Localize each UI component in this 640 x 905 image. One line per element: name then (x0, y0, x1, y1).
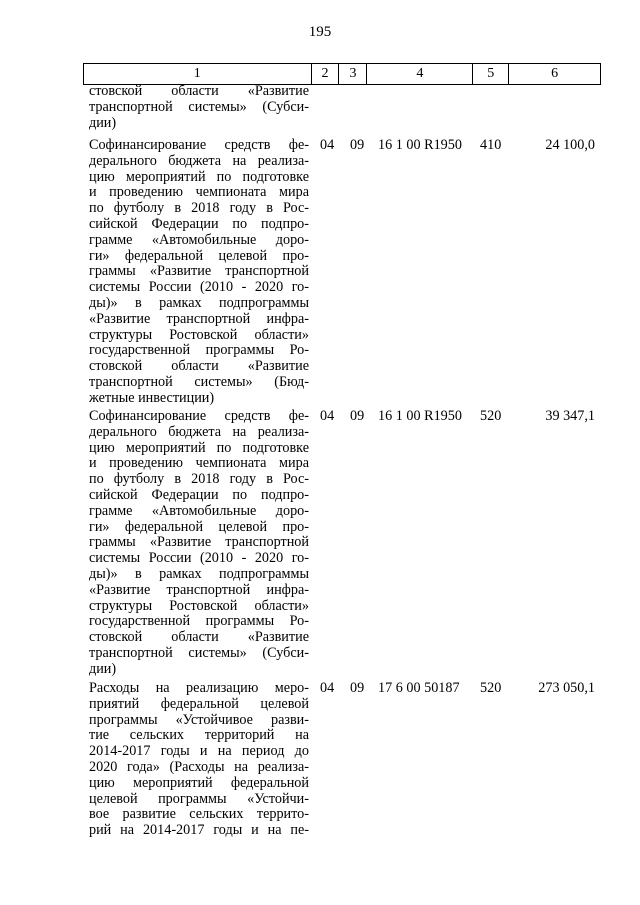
desc-line: транспортной системы» (Субси- (89, 98, 309, 115)
desc-line: государственной программы Ро- (89, 342, 309, 359)
desc-line: по футболу в 2018 году в Рос- (89, 200, 309, 217)
desc-line: и проведению чемпионата мира (89, 184, 309, 201)
desc-line: структуры Ростовской области» (89, 326, 309, 343)
desc-line: вое развитие сельских террито- (89, 806, 309, 823)
desc-line: грамме «Автомобильные доро- (89, 502, 309, 519)
header-col-4: 4 (367, 64, 473, 85)
row-description (89, 681, 309, 839)
desc-line: граммы «Развитие транспортной (89, 534, 309, 551)
row-description (89, 138, 309, 407)
desc-line: жетные инвестиции) (89, 389, 215, 406)
desc-line: «Развитие транспортной инфра- (89, 581, 309, 598)
desc-line: ды)» в рамках подпрограммы (89, 294, 309, 311)
desc-line: дерального бюджета на реализа- (89, 423, 309, 440)
desc-line: сийской Федерации по подпро- (89, 486, 309, 503)
desc-line: дерального бюджета на реализа- (89, 152, 309, 169)
desc-line: и проведению чемпионата мира (89, 455, 309, 472)
cell-expense-type: 410 (480, 137, 502, 153)
desc-line: целевой программы «Устойчи- (89, 790, 309, 807)
cell-amount: 39 347,1 (545, 408, 595, 424)
table-header (83, 63, 601, 85)
desc-line: транспортной системы» (Бюд- (89, 373, 309, 390)
desc-line: системы России (2010 - 2020 го- (89, 279, 309, 296)
desc-line: Софинансирование средств фе- (89, 408, 309, 424)
desc-line: стовской области «Развитие (89, 629, 309, 646)
cell-expense-type: 520 (480, 680, 502, 696)
desc-line: Расходы на реализацию меро- (89, 680, 309, 696)
cell-amount: 24 100,0 (545, 137, 595, 153)
desc-line: дии) (89, 114, 117, 131)
desc-line: сийской Федерации по подпро- (89, 215, 309, 232)
desc-line: программы «Устойчивое разви- (89, 711, 309, 728)
desc-line: рий на 2014-2017 годы и на пе- (89, 822, 309, 839)
cell-subsection: 09 (350, 680, 365, 696)
cell-section: 04 (320, 137, 335, 153)
cell-section: 04 (320, 680, 335, 696)
desc-line: ги» федеральной целевой про- (89, 247, 309, 264)
row-description (89, 84, 309, 131)
desc-line: структуры Ростовской области» (89, 597, 309, 614)
cell-expense-type: 520 (480, 408, 502, 424)
cell-target-code: 16 1 00 R1950 (378, 137, 462, 153)
desc-line: ды)» в рамках подпрограммы (89, 565, 309, 582)
desc-line: граммы «Развитие транспортной (89, 263, 309, 280)
desc-line: по футболу в 2018 году в Рос- (89, 471, 309, 488)
header-col-1: 1 (84, 64, 312, 85)
page-number: 195 (308, 24, 332, 40)
desc-line: тие сельских территорий на (89, 727, 309, 744)
desc-line: транспортной системы» (Субси- (89, 644, 309, 661)
desc-line: стовской области «Развитие (89, 358, 309, 375)
desc-line: дии) (89, 660, 117, 677)
desc-line: цию мероприятий по подготовке (89, 439, 309, 456)
desc-line: ги» федеральной целевой про- (89, 518, 309, 535)
header-col-6: 6 (509, 64, 601, 85)
cell-subsection: 09 (350, 137, 365, 153)
desc-line: приятий федеральной целевой (89, 695, 309, 712)
desc-line: стовской области «Развитие (89, 83, 309, 99)
cell-target-code: 17 6 00 50187 (378, 680, 460, 696)
cell-section: 04 (320, 408, 335, 424)
desc-line: 2020 года» (Расходы на реализа- (89, 758, 309, 775)
desc-line: государственной программы Ро- (89, 613, 309, 630)
cell-amount: 273 050,1 (538, 680, 595, 696)
row-description (89, 409, 309, 678)
header-col-3: 3 (339, 64, 367, 85)
header-col-2: 2 (311, 64, 339, 85)
desc-line: «Развитие транспортной инфра- (89, 310, 309, 327)
header-col-5: 5 (473, 64, 509, 85)
desc-line: системы России (2010 - 2020 го- (89, 550, 309, 567)
cell-subsection: 09 (350, 408, 365, 424)
cell-target-code: 16 1 00 R1950 (378, 408, 462, 424)
desc-line: цию мероприятий по подготовке (89, 168, 309, 185)
desc-line: Софинансирование средств фе- (89, 137, 309, 153)
desc-line: грамме «Автомобильные доро- (89, 231, 309, 248)
desc-line: цию мероприятий федеральной (89, 774, 309, 791)
desc-line: 2014-2017 годы и на период до (89, 743, 309, 760)
